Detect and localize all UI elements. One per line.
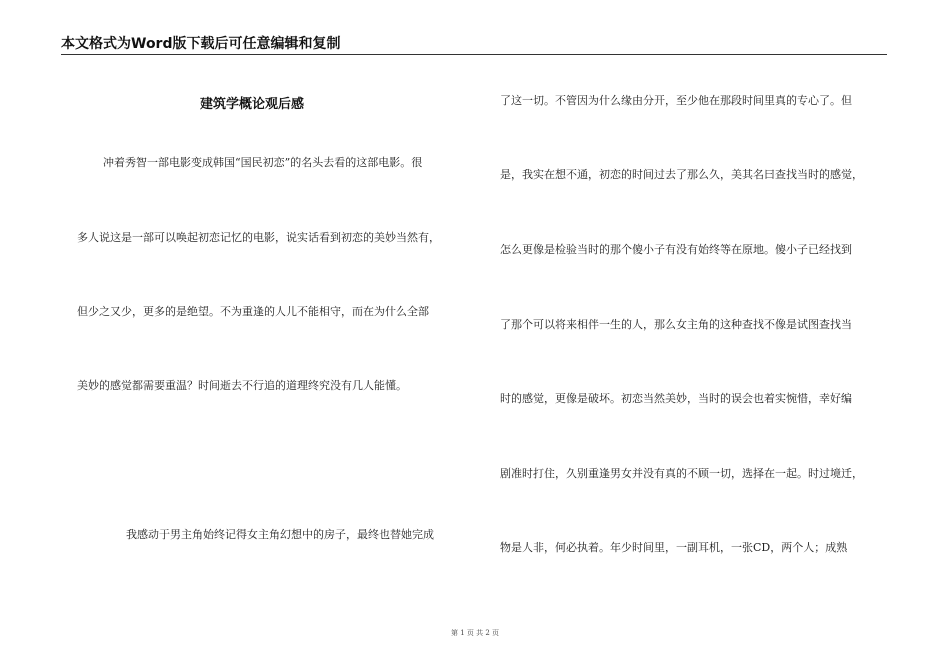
right-line-1: 了这一切。不管因为什么缘由分开，至少他在那段时间里真的专心了。但 — [500, 94, 852, 107]
right-line-5: 时的感觉，更像是破坏。初恋当然美妙，当时的误会也着实惋惜，幸好编 — [500, 392, 852, 405]
left-line-1: 冲着秀智一部电影变成韩国“国民初恋”的名头去看的这部电影。很 — [103, 156, 423, 169]
left-line-2: 多人说这是一部可以唤起初恋记忆的电影，说实话看到初恋的美妙当然有， — [77, 231, 440, 244]
right-line-3: 怎么更像是检验当时的那个傻小子有没有始终等在原地。傻小子已经找到 — [500, 243, 852, 256]
right-line-4: 了那个可以将来相伴一生的人，那么女主角的这种查找不像是试图查找当 — [500, 318, 852, 331]
document-header-title: 本文格式为Word版下载后可任意编辑和复制 — [61, 36, 341, 52]
right-line-2: 是，我实在想不通，初恋的时间过去了那么久，美其名曰查找当时的感觉， — [500, 168, 863, 181]
left-line-3: 但少之又少，更多的是绝望。不为重逢的人儿不能相守，而在为什么全部 — [77, 305, 429, 318]
header-divider — [61, 54, 887, 55]
right-line-6: 剧准时打住，久别重逢男女并没有真的不顾一切，选择在一起。时过境迁， — [500, 467, 863, 480]
page-number: 第 1 页 共 2 页 — [450, 629, 500, 637]
left-line-5: 我感动于男主角始终记得女主角幻想中的房子，最终也替她完成 — [126, 528, 434, 541]
article-title: 建筑学概论观后感 — [200, 97, 305, 112]
left-line-4: 美妙的感觉都需要重温？时间逝去不行追的道理终究没有几人能懂。 — [77, 379, 407, 392]
right-line-7: 物是人非，何必执着。年少时间里，一副耳机，一张CD，两个人；成熟 — [500, 541, 848, 554]
